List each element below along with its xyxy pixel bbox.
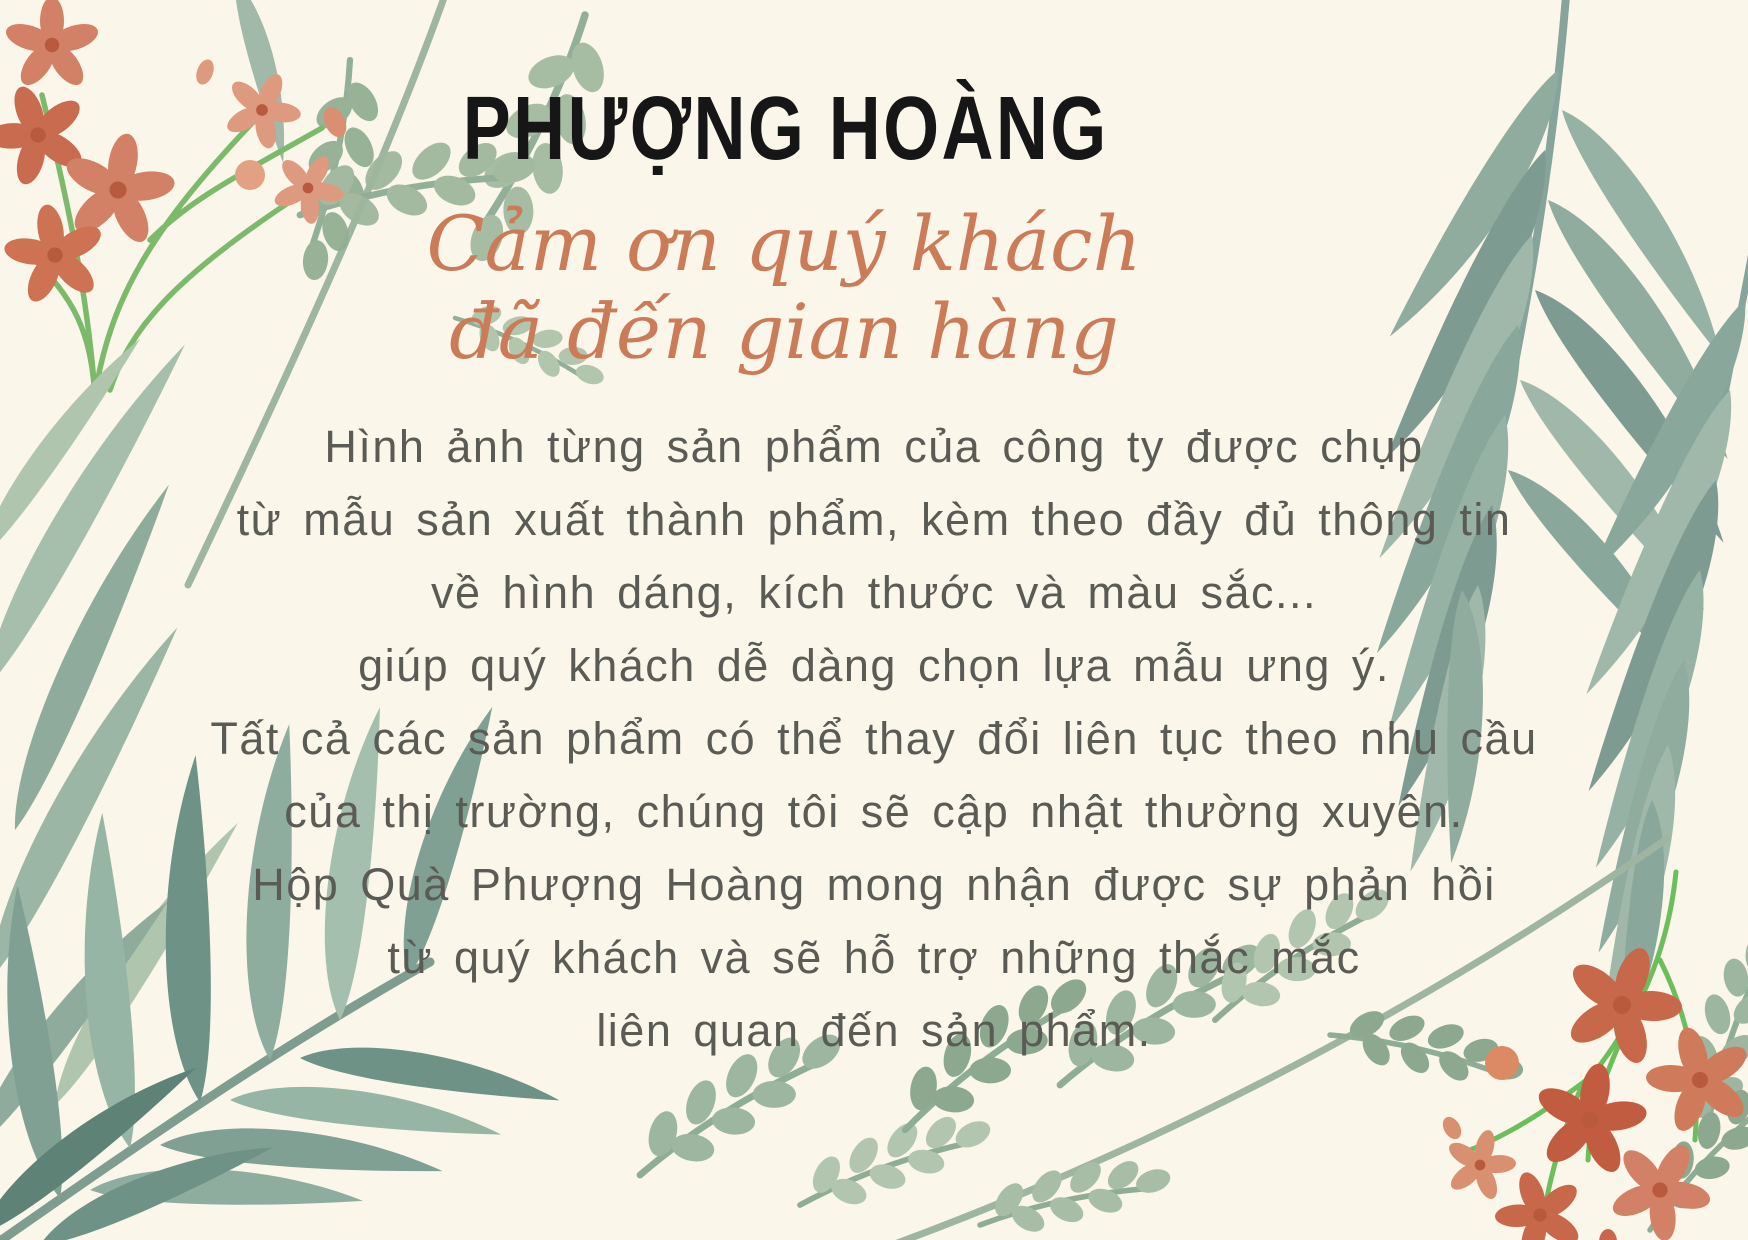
body-line-4: giúp quý khách dễ dàng chọn lựa mẫu ưng ý. (358, 640, 1390, 691)
body-line-5: Tất cả các sản phẩm có thể thay đổi liên tục theo nhu cầu (210, 713, 1538, 764)
body-line-2: từ mẫu sản xuất thành phẩm, kèm theo đầy đủ thông tin (236, 494, 1512, 545)
body-line-6: của thị trường, chúng tôi sẽ cập nhật thường xuyên. (284, 786, 1464, 837)
body-line-1: Hình ảnh từng sản phẩm của công ty được chụp (324, 421, 1424, 472)
body-line-9: liên quan đến sản phẩm. (596, 1005, 1152, 1056)
greeting-line-2: đã đến gian hàng (449, 287, 1119, 376)
body-line-8: từ quý khách và sẽ hỗ trợ những thắc mắc (387, 932, 1361, 983)
brand-name-text: PHƯỢNG HOÀNG (463, 79, 1109, 179)
greeting-line-1: Cảm ơn quý khách (426, 199, 1142, 288)
greeting-script (0, 200, 1748, 376)
page-title (0, 0, 1748, 179)
body-text-block (0, 410, 1748, 1067)
body-line-3: về hình dáng, kích thước và màu sắc... (430, 567, 1318, 618)
body-line-7: Hộp Quà Phượng Hoàng mong nhận được sự phản hồi (252, 859, 1496, 910)
